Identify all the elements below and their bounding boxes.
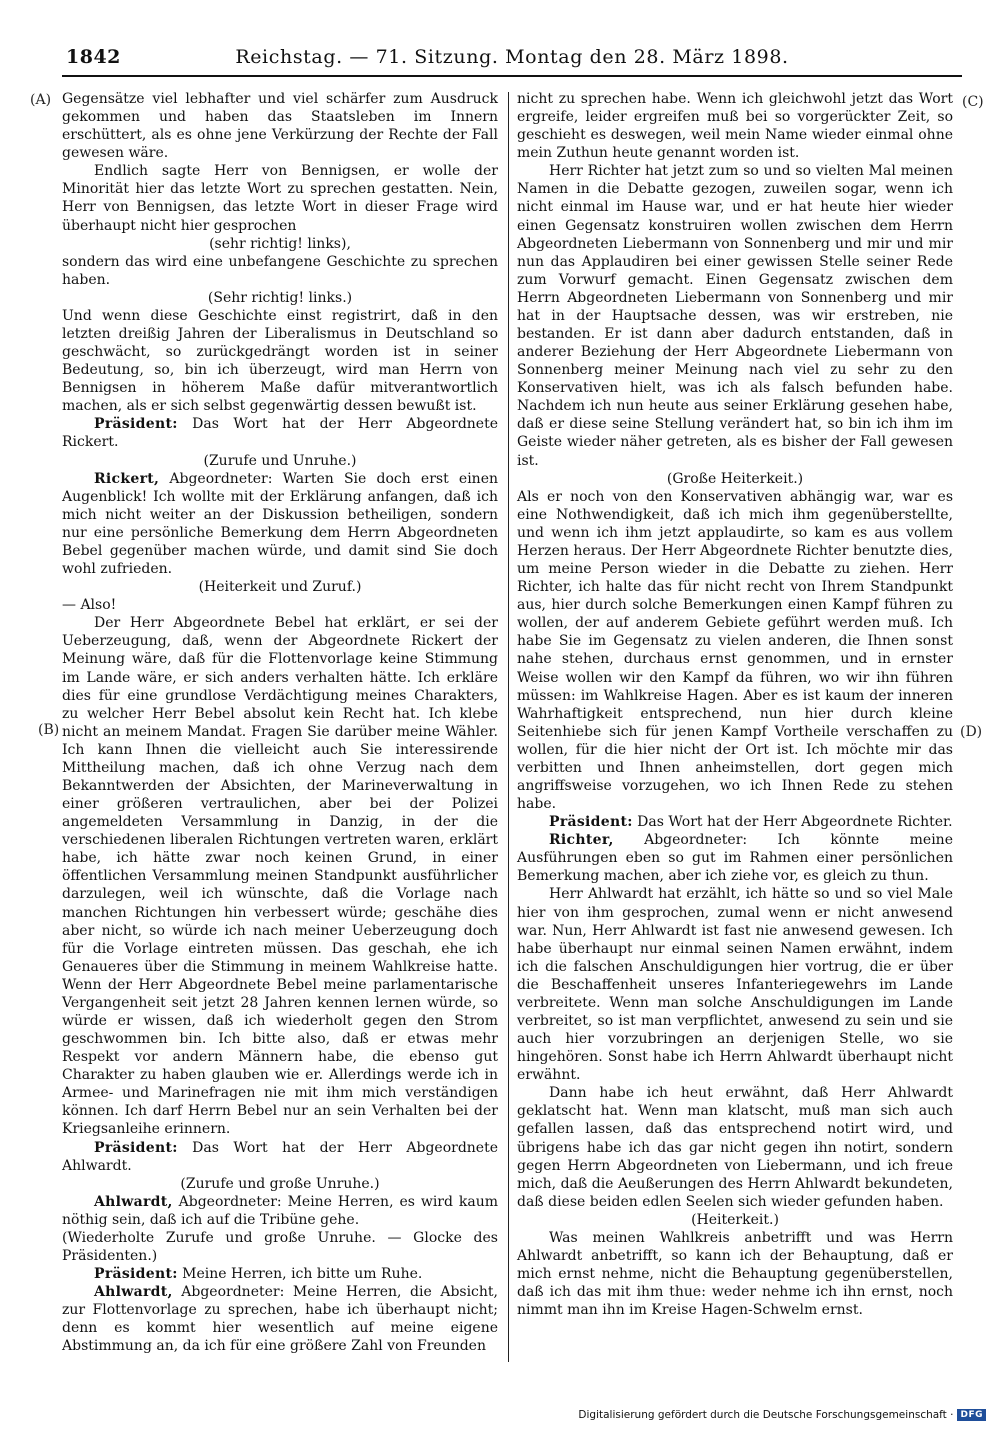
speech-text: Das Wort hat der Herr Abgeordnete Rickert. xyxy=(62,416,498,451)
margin-marker-b: (B) xyxy=(38,722,60,738)
paragraph: Herr Richter hat jetzt zum so und so vielten Mal meinen Namen in die Debatte gezogen, zuweilen sogar, wenn ich nicht einmal im Hause war, und er hat heute hier wieder einen Gegensatz konstruiren wollen zwischen dem Herrn Abgeordneten Liebermann von Sonnenberg und mir und mir nun das Applaudiren bei einer gewissen Stelle seiner Rede zum Vorwurf gemacht. Einen Gegensatz zwischen dem Herrn Abgeordneten Liebermann von Sonnenberg und mir hat in der Hauptsache dessen, was wir erstreben, nie bestanden. Er ist dann aber dadurch entstanden, daß in anderer Beziehung der Herr Abgeordnete Liebermann von Sonnenberg meiner Meinung nach viel zu sehr zu den Konservativen hielt, was ich als falsch befunden habe. Nachdem ich nun heute aus seiner Erklärung gesehen habe, daß er diese seine Stellung verändert hat, so bin ich ihm im Geiste wieder näher getreten, als es bisher der Fall gewesen ist. xyxy=(517,163,953,469)
paragraph: Und wenn diese Geschichte einst registrirt, daß in den letzten dreißig Jahren der Liberalismus in Deutschland so geschwächt, so zurückgedrängt worden ist in seiner Bedeutung, so, bin ich überzeugt, wird man Herrn von Bennigsen in höherem Maße dafür mitverantwortlich machen, als er sich selbst gegenwärtig dessen bewußt ist. xyxy=(62,307,498,415)
speech-paragraph xyxy=(62,1139,498,1175)
paragraph: Was meinen Wahlkreis anbetrifft und was Herrn Ahlwardt anbetrifft, so kann ich der Behauptung, daß er mich ernst nehme, nicht die Behauptung gegenüberstellen, daß ich das mit ihm thue: weder nehme ich ihn ernst, noch nimmt man ihn im Kreise Hagen-Schwelm ernst. xyxy=(517,1229,953,1319)
page-header xyxy=(60,36,964,76)
margin-marker-a: (A) xyxy=(30,92,52,108)
left-column xyxy=(62,90,498,1355)
stage-direction: (sehr richtig! links), xyxy=(209,235,351,252)
speech-paragraph xyxy=(517,813,953,831)
speaker-name: Ahlwardt, xyxy=(94,1284,173,1301)
footer xyxy=(578,1409,986,1421)
paragraph: Herr Ahlwardt hat erzählt, ich hätte so und so viel Male hier von ihm gesprochen, zumal wenn er nicht anwesend war. Nun, Herr Ahlwardt ist fast nie anwesend gewesen. Ich habe überhaupt nur einmal seinen Namen erwähnt, indem ich die falschen Anschuldigungen hier vortrug, die er über die Beschaffenheit unseres Infanteriegewehrs im Lande verbreitete. Wenn man solche Anschuldigungen im Lande verbreitet, so ist man verpflichtet, anwesend zu sein und sie auch hier vorzubringen an derjenigen Stelle, wo sie hingehören. Sonst habe ich Herrn Ahlwardt überhaupt nicht erwähnt. xyxy=(517,886,953,1084)
column-divider xyxy=(508,92,509,1362)
margin-marker-c: (C) xyxy=(962,94,984,110)
speech-text: Meine Herren, ich bitte um Ruhe. xyxy=(177,1266,423,1283)
dfg-logo: DFG xyxy=(957,1409,986,1421)
paragraph: nicht zu sprechen habe. Wenn ich gleichwohl jetzt das Wort ergreife, leider ergreifen muß bei so vorgerückter Zeit, so geschieht es deswegen, weil mein Name wieder einmal ohne mein Zuthun heute genannt worden ist. xyxy=(517,91,953,162)
paragraph: sondern das wird eine unbefangene Geschichte zu sprechen haben. xyxy=(62,253,498,288)
stage-direction: (Große Heiterkeit.) xyxy=(666,470,804,487)
paragraph: Gegensätze viel lebhafter und viel schärfer zum Ausdruck gekommen und haben das Staatsleben im Innern erschüttert, als es ohne jene Verkürzung der Rechte der Fall gewesen wäre. xyxy=(62,91,498,162)
stage-direction: (Heiterkeit.) xyxy=(691,1211,779,1228)
speech-paragraph xyxy=(62,415,498,451)
speech-text: Das Wort hat der Herr Abgeordnete Ahlwardt. xyxy=(62,1139,498,1174)
paragraph: — Also! xyxy=(62,597,117,614)
speaker-name: Rickert, xyxy=(94,470,160,487)
paragraph: Als er noch von den Konservativen abhängig war, war es eine Nothwendigkeit, daß ich mich ihm gegenüberstellte, und wenn ich ihm jetzt applaudirte, so kam es aus vollem Herzen heraus. Der Herr Abgeordnete Richter benutzte dies, um meine Person wieder in die Debatte zu ziehen. Herr Richter, ich halte das für nicht recht von Ihrem Standpunkt aus, hier durch solche Bemerkungen einen Kampf führen zu wollen, der auf anderem Gebiete geführt werden muß. Ich habe Sie im Gegensatz zu vielen anderen, die Ihnen sonst nahe stehen, durchaus ernst genommen, und in ernster Weise wollen wir den Kampf da führen, wo wir ihn führen müssen: im Wahlkreise Hagen. Aber es ist kaum der inneren Wahrhaftigkeit entsprechend, nun hier durch kleine Seitenhiebe sich für jenen Kampf Vortheile verschaffen zu wollen, für die hier nicht der Ort ist. Ich möchte mir das verbitten und Ihnen anheimstellen, dort gegen mich angriffsweise vorzugehen, wo ich Ihnen Rede zu stehen habe. xyxy=(517,488,953,813)
speaker-name: Präsident: xyxy=(94,416,178,433)
footer-credit: Digitalisierung gefördert durch die Deutsche Forschungsgemeinschaft · xyxy=(578,1409,954,1421)
speech-paragraph xyxy=(62,470,498,578)
stage-direction: (Sehr richtig! links.) xyxy=(207,289,353,306)
page-number: 1842 xyxy=(66,46,121,68)
page-title: Reichstag. — 71. Sitzung. Montag den 28. März 1898. xyxy=(235,46,789,68)
speech-text: Abgeordneter: Meine Herren, die Absicht, zur Flottenvorlage zu sprechen, habe ich überhaupt nicht; denn es kommt hier wesentlich auf meine eigene Abstimmung an, da ich für eine größere Zahl von Freunden xyxy=(62,1284,498,1355)
speech-paragraph xyxy=(62,1193,498,1229)
speaker-name: Präsident: xyxy=(94,1139,178,1156)
speech-text: Abgeordneter: Meine Herren, es wird kaum nöthig sein, daß ich auf die Tribüne gehe. xyxy=(62,1193,498,1228)
paragraph: Der Herr Abgeordnete Bebel hat erklärt, er sei der Ueberzeugung, daß, wenn der Abgeordnete Rickert der Meinung wäre, daß für die Flottenvorlage keine Stimmung im Lande wäre, er sich anders verhalten hätte. Ich erkläre dies für eine grundlose Verdächtigung meines Charakters, zu welcher Herr Bebel absolut kein Recht hat. Ich klebe nicht an meinem Mandat. Fragen Sie darüber meine Wähler. Ich kann Ihnen die vielleicht auch Sie interessirende Mittheilung machen, daß ich ohne Verzug nach dem Bekanntwerden der Absichten, der Marineverwaltung in einer größeren vertraulichen, aber bei der Polizei angemeldeten Versammlung in Danzig, in der die verschiedenen liberalen Richtungen vertreten waren, erklärt habe, ich hätte zwar noch keinen Grund, in einer öffentlichen Versammlung meinen Standpunkt ausführlicher darzulegen, weil ich wünschte, daß die Vorlage nach manchen Richtungen hin verbessert würde; geschähe dies aber nicht, so würde ich nach meiner Ueberzeugung doch für die Vorlage eintreten müssen. Das geschah, ehe ich Genaueres über die Stimmung in meinem Wahlkreise hatte. Wenn der Herr Abgeordnete Bebel meine parlamentarische Vergangenheit seit jetzt 28 Jahren kennen lernen würde, so würde er wissen, daß ich wiederholt gegen den Strom geschwommen bin. Ich bitte also, daß er etwas mehr Respekt vor andern Männern habe, die ebenso gut Charakter zu haben glauben wie er. Allerdings werde ich in Armee- und Marinefragen nie mit ihm mich verständigen können. Ich darf Herrn Bebel nur an sein Verhalten bei der Kriegsanleihe erinnern. xyxy=(62,615,498,1138)
margin-marker-d: (D) xyxy=(960,724,983,740)
speech-text: Abgeordneter: Warten Sie doch erst einen Augenblick! Ich wollte mit der Erklärung anfangen, daß ich mich nicht weiter an der Diskussion betheiligen, sondern nur eine persönliche Bemerkung dem Herrn Abgeordneten Bebel gegenüber machen würde, und damit sind Sie doch wohl zufrieden. xyxy=(62,470,498,578)
speech-paragraph xyxy=(62,1265,498,1283)
speaker-name: Präsident: xyxy=(549,814,633,831)
speech-text: Das Wort hat der Herr Abgeordnete Richter. xyxy=(632,814,953,831)
speaker-name: Richter, xyxy=(549,832,614,849)
header-rule xyxy=(62,75,962,77)
paragraph: Endlich sagte Herr von Bennigsen, er wolle der Minorität hier das letzte Wort zu sprechen gestatten. Nein, Herr von Bennigsen, das letzte Wort in dieser Frage wird überhaupt nicht hier gesprochen xyxy=(62,163,498,234)
paragraph: (Wiederholte Zurufe und große Unruhe. — Glocke des Präsidenten.) xyxy=(62,1229,498,1264)
right-column xyxy=(517,90,953,1319)
speech-paragraph xyxy=(517,831,953,885)
speaker-name: Ahlwardt, xyxy=(94,1193,173,1210)
paragraph: Dann habe ich heut erwähnt, daß Herr Ahlwardt geklatscht hat. Wenn man klatscht, muß man sich auch gefallen lassen, daß das entsprechend notirt wird, und übrigens habe ich das gar nicht gegen ihn notirt, sondern gegen Herrn Abgeordneten von Liebermann, und ich freue mich, daß die Aeußerungen des Herrn Ahlwardt bekundeten, daß diese beiden edlen Seelen sich wieder gefunden haben. xyxy=(517,1085,953,1210)
stage-direction: (Zurufe und Unruhe.) xyxy=(203,452,357,469)
speech-paragraph xyxy=(62,1283,498,1355)
stage-direction: (Heiterkeit und Zuruf.) xyxy=(198,579,362,596)
stage-direction: (Zurufe und große Unruhe.) xyxy=(180,1175,380,1192)
speech-text: Abgeordneter: Ich könnte meine Ausführungen eben so gut im Rahmen einer persönlichen Bemerkung machen, aber ich ziehe vor, es gleich zu thun. xyxy=(517,832,953,885)
speaker-name: Präsident: xyxy=(94,1266,178,1283)
